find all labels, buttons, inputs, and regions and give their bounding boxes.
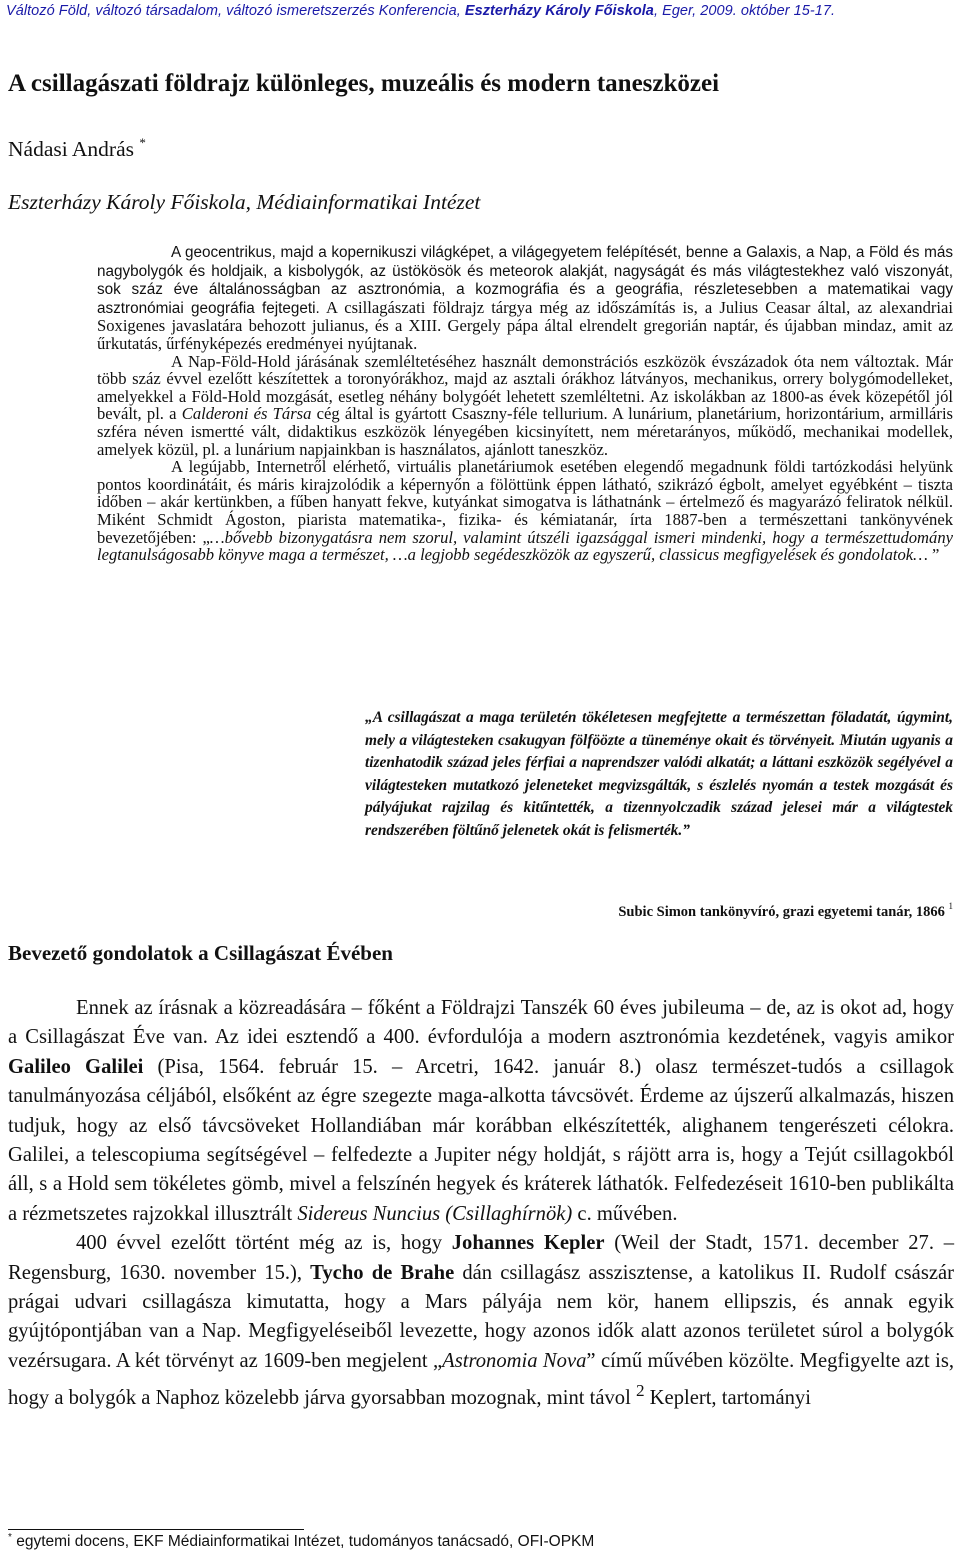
abstract-paragraph-3 [97, 458, 953, 564]
body-p2-name-brahe: Tycho de Brahe [310, 1261, 455, 1284]
abstract [97, 243, 953, 564]
header-conference: Változó Föld, változó társadalom, változó ismeretszerzés Konferencia, [6, 3, 465, 19]
body-p2-work-title: Astronomia Nova [442, 1349, 587, 1372]
author-line [8, 135, 146, 162]
body-p2-text-end: Keplert, tartományi [644, 1387, 811, 1410]
abstract-paragraph-2 [97, 353, 953, 459]
section-heading: Bevezető gondolatok a Csillagászat Évében [8, 941, 393, 965]
header-place-date: , Eger, 2009. október 15-17. [653, 3, 836, 19]
paper-title: A csillagászati földrajz különleges, muzeális és modern taneszközei [8, 70, 720, 97]
epigraph-source-text: Subic Simon tankönyvíró, grazi egyetemi tanár, 1866 [618, 904, 945, 920]
footnote [8, 1532, 594, 1551]
abstract-p2-text-cont: cég által is gyártott Csaszny-féle tellurium. A lunárium, planetárium, horizontárium, armilláris szféra néven ismertté vált, didaktikus eszközök lényegében kicsinyített, nem méretarányos, működő, mechanikai modellek, amelyek közül, pl. a lunárium napjainkban is használatos, ajánlott taneszköz. [97, 404, 954, 459]
author-name: Nádasi András [8, 137, 134, 161]
body-p2-text: 400 évvel ezelőtt történt még az is, hogy [76, 1232, 452, 1255]
epigraph-footnote-ref: 1 [948, 901, 953, 911]
header-institution: Eszterházy Károly Főiskola [464, 3, 654, 19]
body-paragraph-1 [8, 994, 954, 1229]
body-p1-text: Ennek az írásnak a közreadására – főként a Földrajzi Tanszék 60 éves jubileuma – de, az is okot ad, hogy a Csillagászat Éve van. Az idei esztendő a 400. évfordulója a modern asztronómia kezdetének, vagyis amikor [8, 997, 954, 1049]
author-footnote-mark: * [139, 135, 146, 150]
footnote-mark: * [8, 1532, 12, 1543]
body-p2-footnote-ref: 2 [635, 1381, 645, 1401]
abstract-p2-text: A Nap-Föld-Hold járásának szemléltetéséhez használt demonstrációs eszközök évszázadok óta nem változtak. Már több száz évvel ezelőtt készítettek a toronyórákhoz, majd az asztali órákhoz látványos, mechanikus, orrery bolygómodelleket, amelyekkel a Föld-Hold mozgását, esetleg néhány bolygóét lehetett szemléltetni. Az iskolákban az 1800-as évek közepétől jól bevált, pl. a [97, 351, 953, 424]
epigraph-source [618, 901, 953, 921]
body-paragraph-2 [8, 1229, 954, 1413]
epigraph-quote: „A csillagászat a maga területén tökéletesen megfejtette a természettan föladatát, úgymint, mely a világtesteken csakugyan fölföözte a tüneménye okait és törvényeit. Miután ugyanis a tizenhatodik század jeles férfiai a naprendszer valódi alkatát; a láttani eszközök segélyével a világtesteken mutatkozó jeleneteket megvizsgálták, s észlelés nyomán a testek mozgását és pályájukat rajzilag és kitűntették, a tizennyolczadik század jelesei már a világtestek rendszerében föltűnő jelenetek okát is felismerték.” [365, 709, 953, 839]
abstract-p1-serif: A csillagászati földrajz tárgya még az időszámítás is, a Julius Ceasar által, az alexandriai Soxigenes javaslatára behozott julianus, és a XIII. Gergely pápa által elrendelt gregorián naptár, és újabban mindaz, amit az űrkutatás, űrfényképezés eredményei nyújtanak. [97, 297, 953, 353]
body-text [8, 994, 954, 1414]
body-p1-work-title: Sidereus Nuncius (Csillaghírnök) [297, 1202, 573, 1225]
body-p2-text-cont2: dán csillagász asszisztense, a katolikus II. Rudolf császár prágai udvari csillagásza kimutatta, hogy a Mars pályája nem kör, hanem ellipszis, és annak egyik gyújtópontjában van a Nap. Megfigyeléseiből levezette, hogy azonos idők alatt azonos területet súrol a bolygók vezérsugara. A két törvényt az 1609-ben megjelent „ [8, 1261, 954, 1372]
body-p2-text-cont: (Weil der Stadt, 1571. december 27. – Regensburg, 1630. november 15.), [8, 1232, 954, 1284]
abstract-p3-close: ” [927, 545, 940, 565]
body-p1-text-end: c. művében. [572, 1202, 678, 1225]
running-header [6, 3, 956, 19]
body-p2-text-cont3: ” című művében közölte. Megfigyelte azt is, hogy a bolygók a Naphoz közelebb járva gyorsabban mozognak, mint távol [8, 1349, 954, 1410]
abstract-p3-text: A legújabb, Internetről elérhető, virtuális planetáriumok esetében elegendő megadnunk földi tartózkodási helyünk pontos koordinátáit, és máris kirajzolódik a képernyőn a fölöttünk éppen látható, szikrázó égbolt, amelyet egyébként – tiszta időben – akár kertünkben, a fűben hanyatt fekve, kutyánkat simogatva is láthatnánk – értelmező és magyarázó feliratok nélkül. Miként Schmidt Ágoston, piarista matematika-, fizika- és kémiatanár, írta 1887-ben a természettani tankönyvének bevezetőjében: „ [97, 457, 953, 547]
footnote-text: egytemi docens, EKF Médiainformatikai Intézet, tudományos tanácsadó, OFI-OPKM [11, 1533, 595, 1550]
abstract-p2-italic: Calderoni és Társa [181, 404, 312, 424]
abstract-p3-quote: …bővebb bizonygatásra nem szorul, valamint útszéli igazsággal ismeri mindenki, hogy a természettudomány legtanulságosabb könyve maga a természet, …a legjobb segédeszközök az egyszerű, classicus megfigyelések és gondolatok… [97, 527, 953, 565]
body-p1-text-cont: (Pisa, 1564. február 15. – Arcetri, 1642. január 8.) olasz természet-tudós a csillagok tanulmányozása céljából, elsőként az égre szegezte maga-alkotta távcsövét. Érdeme az újszerű alkalmazás, hiszen tudjuk, hogy az első távcsöveket Hollandiában már korábban elkészítették, alighanem tengerészeti célokra. Galilei, a telescopiuma segítségével – felfedezte a Jupiter négy holdját, s rájött arra is, hogy a Tejút csillagokból áll, s a Hold sem tökéletes gömb, mivel a felszínén hegyek és kráterek láthatók. Felfedezéseit 1610-ben publikálta a rézmetszetes rajzokkal illusztrált [8, 1055, 954, 1225]
body-p1-name: Galileo Galilei [8, 1055, 144, 1078]
abstract-paragraph-1 [97, 243, 953, 353]
footnote-separator [8, 1529, 304, 1530]
abstract-p1-sans: A geocentrikus, majd a kopernikuszi világképet, a világegyetem felépítését, benne a Galaxis, a Nap, a Föld és más nagybolygók és holdjaik, a kisbolygók, az üstökösök és meteorok alakját, nagyságát és más világtestekhez való viszonyát, sok száz éve általánosságban az asztronómia, a kozmográfia és a geográfia, részletesebben a matematikai vagy asztronómiai geográfia fejtegeti. [97, 244, 953, 317]
body-p2-name-kepler: Johannes Kepler [451, 1232, 605, 1255]
affiliation: Eszterházy Károly Főiskola, Médiainformatikai Intézet [8, 190, 481, 214]
